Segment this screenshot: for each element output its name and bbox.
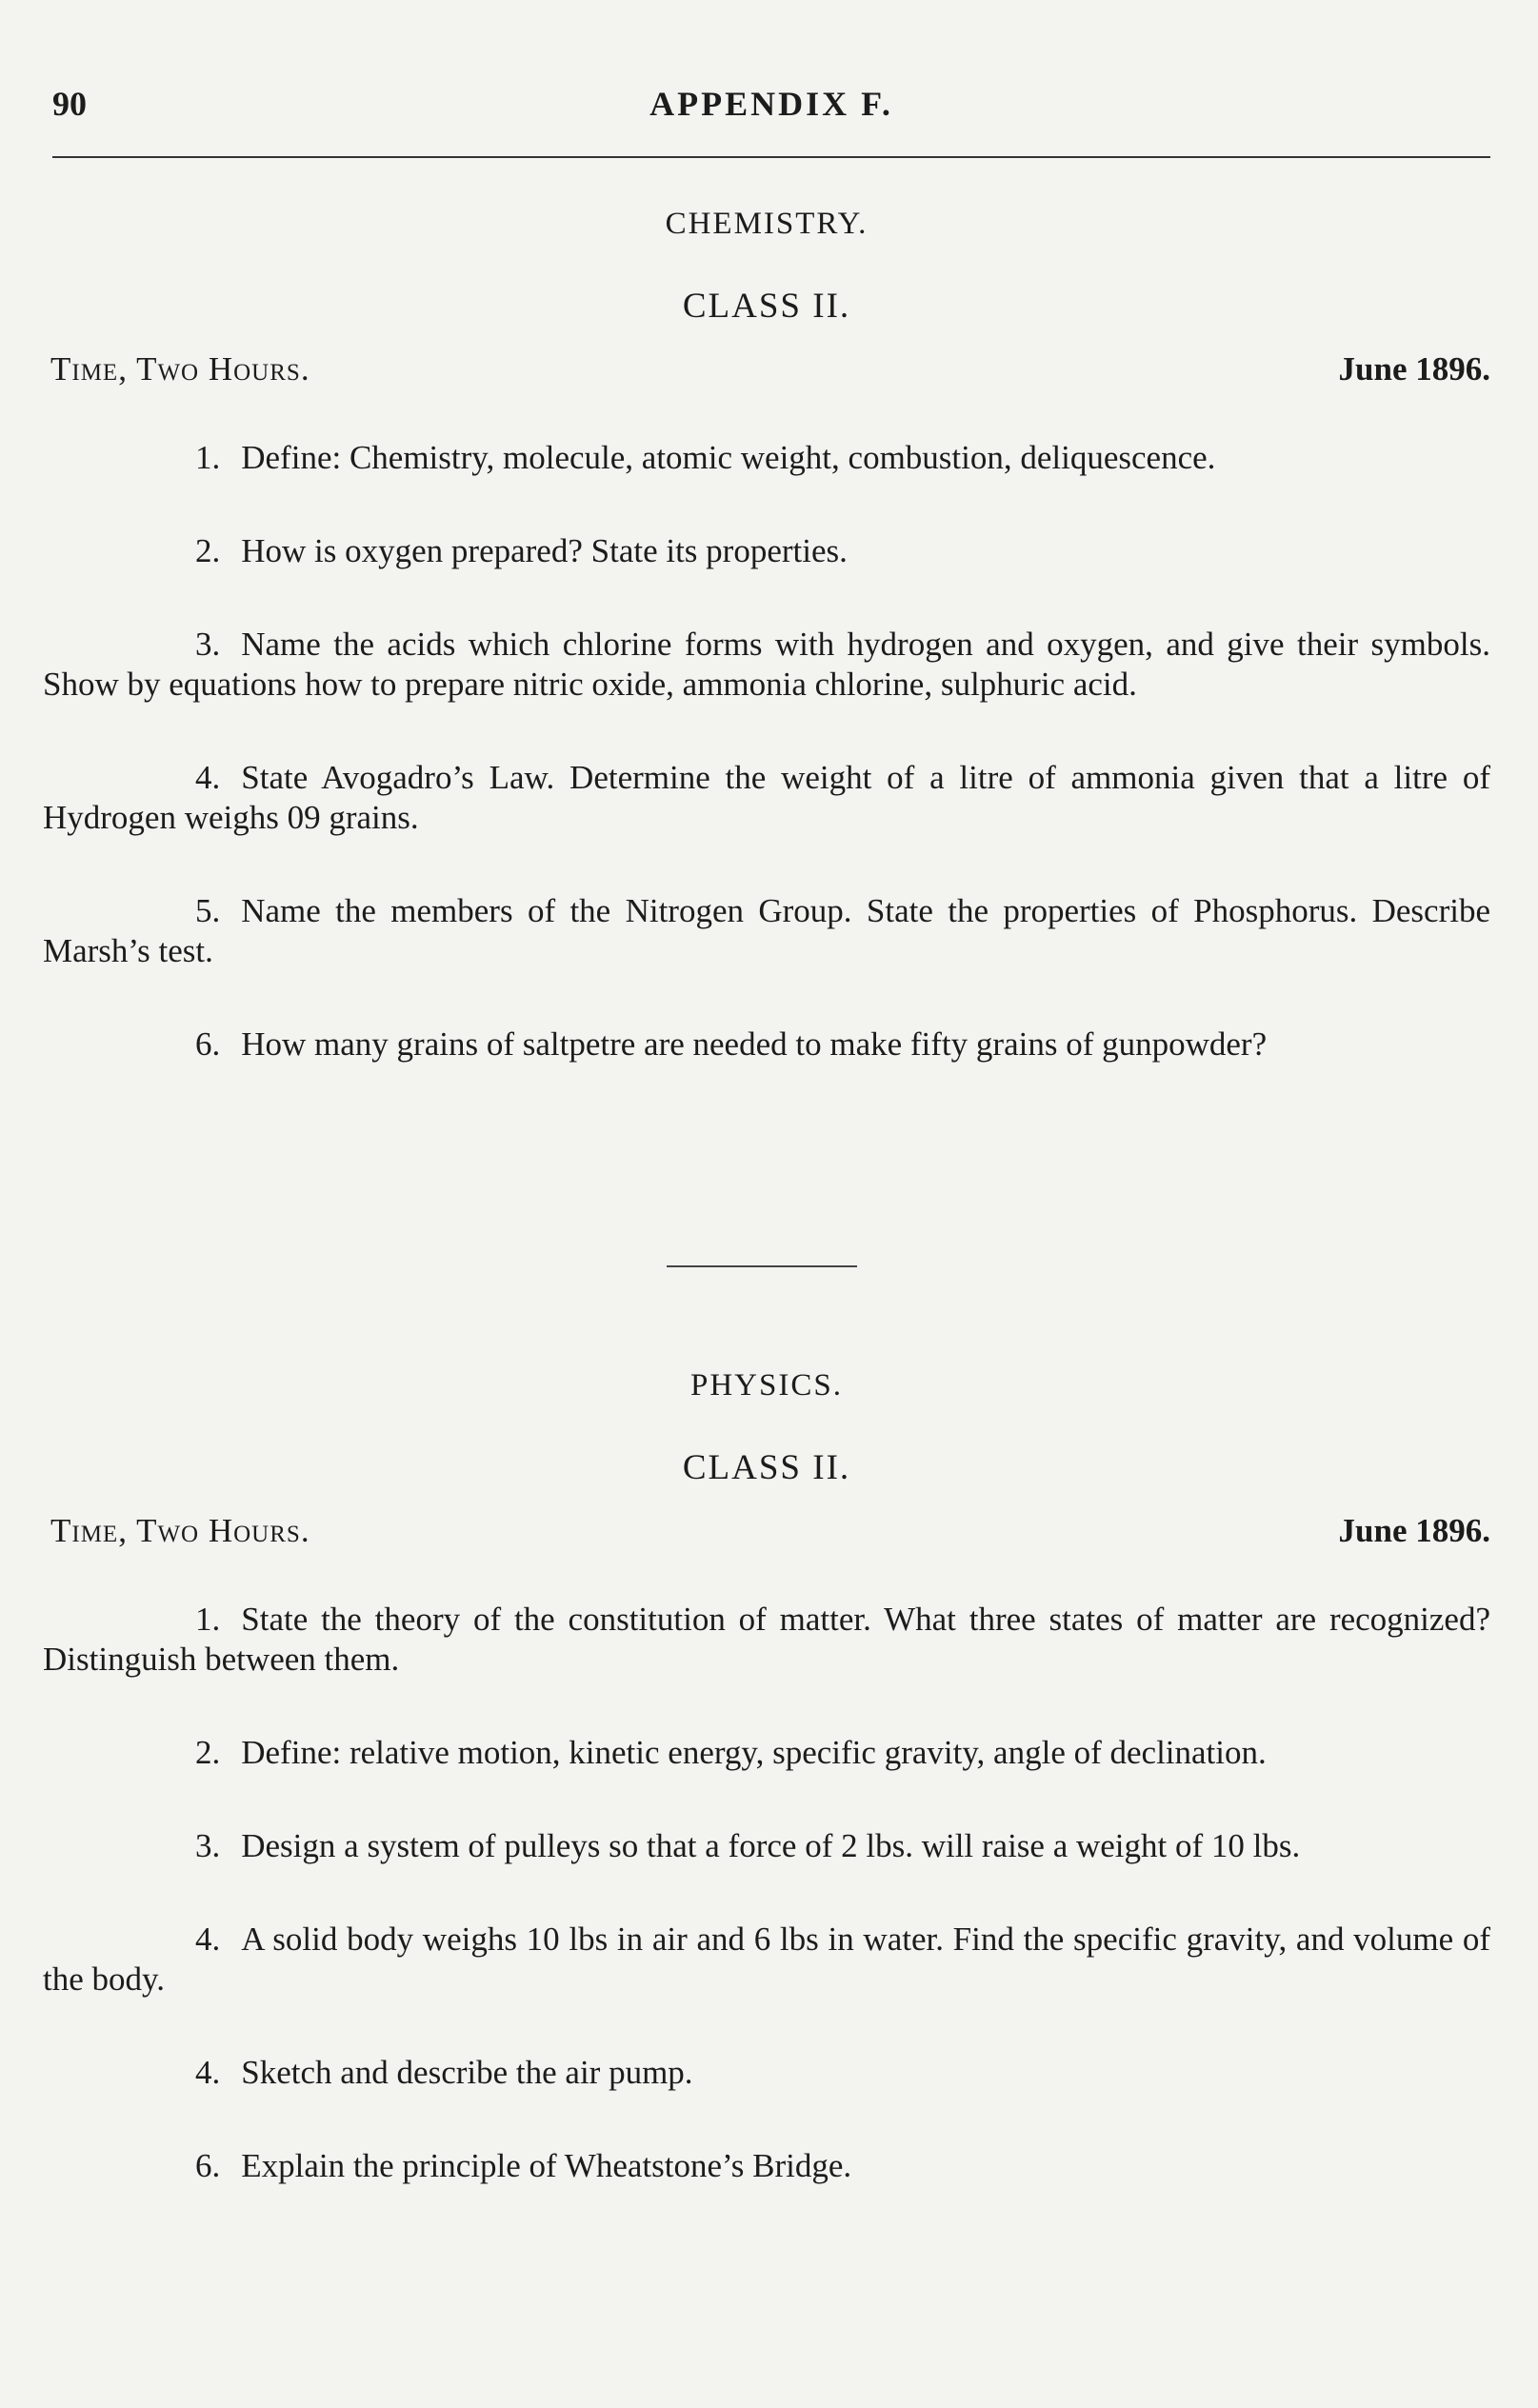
question <box>43 758 1490 838</box>
section-title: PHYSICS. <box>690 1368 843 1403</box>
class-title: CLASS II. <box>682 287 851 326</box>
section-title: CHEMISTRY. <box>665 207 869 241</box>
question <box>43 625 1490 705</box>
class-title: CLASS II. <box>682 1448 851 1487</box>
question-text: Sketch and describe the air pump. <box>241 2054 693 2091</box>
question <box>43 438 1490 478</box>
question-text: Define: Chemistry, molecule, atomic weight, combustion, deliquescence. <box>241 439 1216 476</box>
question-number: 4. <box>195 1920 221 1958</box>
question-text: State the theory of the constitution of matter. What three states of matter are recognized? Distinguish between them. <box>43 1601 1490 1678</box>
question-text: A solid body weighs 10 lbs in air and 6 lbs in water. Find the specific gravity, and volume of the body. <box>43 1920 1490 1998</box>
question-number: 2. <box>195 1734 221 1771</box>
page-number: 90 <box>52 85 87 123</box>
question-number: 3. <box>195 1827 221 1864</box>
time-label: Time, Two Hours. <box>50 1512 310 1549</box>
question-text: Name the acids which chlorine forms with hydrogen and oxygen, and give their symbols. Show by equations how to prepare nitric oxide, ammonia chlorine, sulphuric acid. <box>43 626 1490 703</box>
question-text: Design a system of pulleys so that a force of 2 lbs. will raise a weight of 10 lbs. <box>241 1827 1301 1864</box>
question <box>43 2146 1490 2186</box>
question <box>43 1600 1490 1680</box>
question-list <box>43 1600 1490 2186</box>
question-text: State Avogadro’s Law. Determine the weight of a litre of ammonia given that a litre of Hydrogen weighs 09 grains. <box>43 759 1490 836</box>
question <box>43 1733 1490 1773</box>
exam-meta <box>43 1512 1490 1560</box>
question-text: Explain the principle of Wheatstone’s Bridge. <box>241 2147 852 2184</box>
running-title: APPENDIX F. <box>649 85 893 123</box>
question-number: 1. <box>195 439 221 476</box>
chemistry-section <box>43 200 1490 1118</box>
date-label: June 1896. <box>1338 1512 1490 1549</box>
question-text: Name the members of the Nitrogen Group. State the properties of Phosphorus. Describe Marsh’s test. <box>43 892 1490 969</box>
question <box>43 1920 1490 2000</box>
question <box>43 891 1490 971</box>
question-number: 4. <box>195 2054 221 2091</box>
question <box>43 531 1490 571</box>
exam-meta <box>43 350 1490 398</box>
question-number: 6. <box>195 2147 221 2184</box>
question-text: How is oxygen prepared? State its properties. <box>241 532 848 569</box>
time-label: Time, Two Hours. <box>50 350 310 388</box>
question-number: 5. <box>195 892 221 929</box>
header-rule <box>52 156 1490 158</box>
question-number: 2. <box>195 532 221 569</box>
question-number: 4. <box>195 759 221 796</box>
section-divider <box>667 1265 857 1267</box>
question-list <box>43 438 1490 1065</box>
question-number: 6. <box>195 1025 221 1063</box>
question <box>43 1025 1490 1065</box>
question-number: 3. <box>195 626 221 663</box>
question-text: How many grains of saltpetre are needed to make fifty grains of gunpowder? <box>241 1025 1268 1063</box>
question <box>43 2053 1490 2093</box>
question <box>43 1826 1490 1866</box>
date-label: June 1896. <box>1338 350 1490 388</box>
physics-section <box>43 1362 1490 2239</box>
running-head <box>52 84 1490 131</box>
question-text: Define: relative motion, kinetic energy, specific gravity, angle of declination. <box>241 1734 1267 1771</box>
question-number: 1. <box>195 1601 221 1638</box>
